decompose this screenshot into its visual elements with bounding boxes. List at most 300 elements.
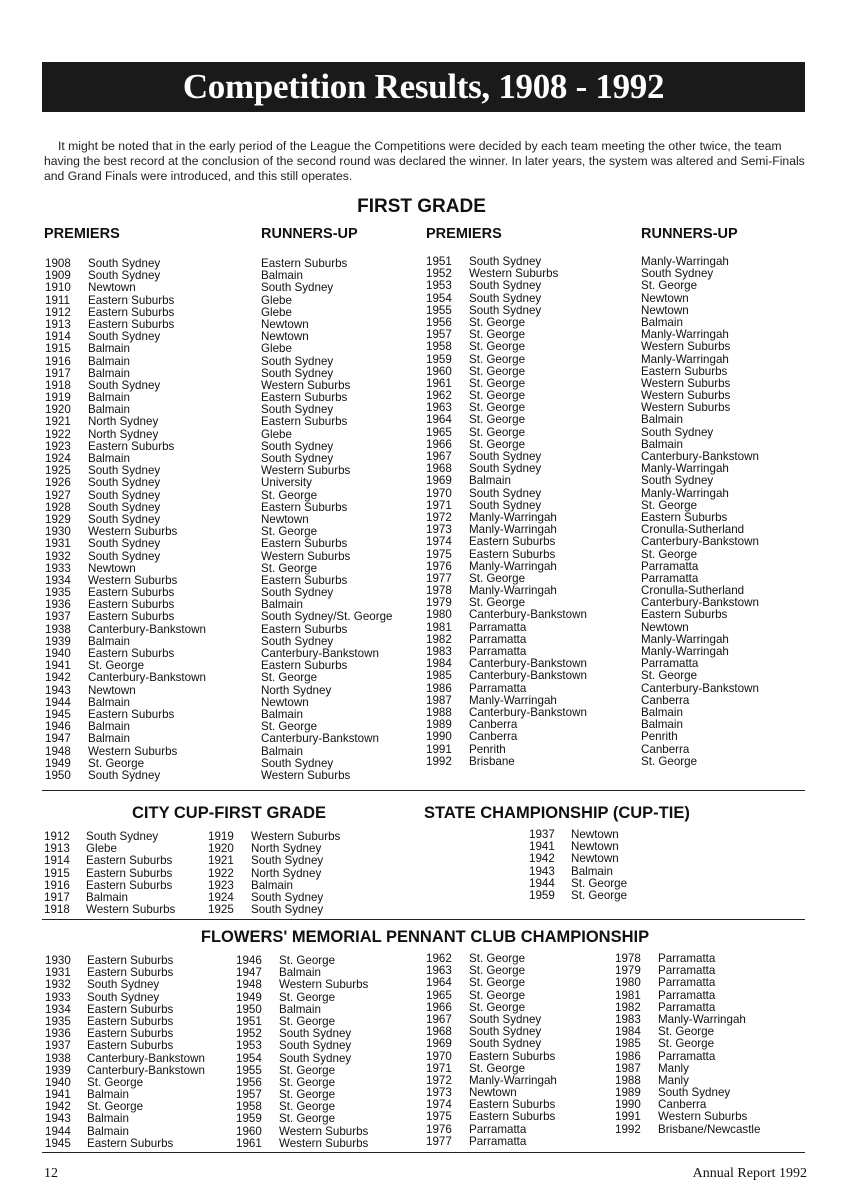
year: 1970	[426, 1049, 452, 1063]
result-row	[236, 992, 416, 1004]
team-name: St. George	[469, 976, 526, 990]
team-name: Balmain	[88, 354, 130, 368]
team-name: Eastern Suburbs	[261, 500, 348, 514]
team-name: St. George	[87, 1100, 144, 1114]
year: 1924	[208, 890, 234, 904]
team-name: Eastern Suburbs	[261, 622, 348, 636]
team-name: St. George	[641, 547, 698, 561]
city-cup-title: CITY CUP-FIRST GRADE	[132, 804, 327, 822]
team-name: Eastern Suburbs	[87, 1027, 174, 1041]
year: 1918	[45, 378, 71, 392]
year: 1965	[426, 988, 452, 1002]
year: 1959	[426, 352, 452, 366]
team-name: Eastern Suburbs	[88, 707, 175, 721]
city-cup-1919-1925	[208, 831, 368, 916]
team-name: Parramatta	[658, 1049, 716, 1063]
year: 1959	[529, 888, 555, 902]
team-name: Canterbury-Bankstown	[641, 596, 759, 610]
team-name: Manly-Warringah	[469, 523, 557, 537]
year: 1973	[426, 523, 452, 537]
year: 1963	[426, 401, 452, 415]
year: 1969	[426, 474, 452, 488]
result-row	[426, 756, 636, 768]
result-row	[426, 585, 636, 597]
year: 1976	[426, 559, 452, 573]
year: 1977	[426, 1134, 452, 1148]
year: 1908	[45, 257, 71, 270]
team-name: Western Suburbs	[261, 464, 351, 478]
team-name: Balmain	[88, 695, 130, 709]
team-name: St. George	[658, 1025, 715, 1039]
result-row	[426, 280, 636, 292]
team-name: St. George	[261, 720, 318, 734]
state-championship-list	[529, 829, 689, 902]
year: 1941	[45, 659, 71, 673]
team-name: South Sydney	[88, 257, 161, 270]
result-row	[45, 1077, 225, 1089]
result-row	[615, 977, 805, 989]
year: 1989	[426, 718, 452, 732]
year: 1917	[44, 890, 70, 904]
team-name: Western Suburbs	[469, 267, 559, 281]
year: 1953	[236, 1039, 262, 1053]
team-name: Eastern Suburbs	[261, 573, 348, 587]
team-name: St. George	[658, 1037, 715, 1051]
year: 1958	[426, 340, 452, 354]
year: 1944	[45, 1124, 71, 1138]
team-name: Parramatta	[641, 559, 699, 573]
year: 1912	[44, 830, 70, 843]
year: 1956	[236, 1075, 262, 1089]
team-name: South Sydney	[279, 1039, 352, 1053]
team-name: South Sydney	[261, 403, 334, 417]
team-name: Parramatta	[469, 632, 527, 646]
result-row	[45, 538, 245, 550]
team-name: Manly-Warringah	[641, 352, 729, 366]
team-name: Balmain	[88, 403, 130, 417]
year: 1957	[236, 1088, 262, 1102]
year: 1951	[426, 255, 452, 268]
year: 1942	[529, 852, 555, 866]
year: 1937	[529, 828, 555, 841]
team-name: South Sydney	[279, 1051, 352, 1065]
year: 1930	[45, 954, 71, 967]
year: 1938	[45, 622, 71, 636]
team-name: Parramatta	[469, 645, 527, 658]
result-row	[529, 853, 689, 865]
team-name: Balmain	[261, 269, 303, 283]
result-row	[45, 343, 245, 355]
year: 1968	[426, 462, 452, 476]
year: 1914	[44, 854, 70, 868]
team-name: Balmain	[571, 864, 613, 878]
result-row	[426, 609, 636, 621]
team-name: South Sydney	[88, 330, 161, 344]
year: 1920	[45, 403, 71, 417]
year: 1987	[426, 693, 452, 707]
year: 1950	[45, 768, 71, 782]
year: 1938	[45, 1051, 71, 1065]
team-name: Newtown	[641, 291, 689, 305]
year: 1910	[45, 281, 71, 295]
team-name: Western Suburbs	[641, 389, 731, 403]
year: 1991	[426, 742, 452, 756]
result-row	[45, 490, 245, 502]
team-name: Eastern Suburbs	[641, 510, 728, 524]
result-row	[45, 992, 225, 1004]
team-name: St. George	[641, 669, 698, 683]
result-row	[236, 1040, 416, 1052]
result-row	[426, 731, 636, 743]
team-name: North Sydney	[251, 842, 322, 856]
year: 1934	[45, 573, 71, 587]
team-name: Penrith	[469, 742, 506, 756]
result-row	[45, 611, 245, 623]
team-name: Canterbury-Bankstown	[469, 705, 587, 719]
year: 1913	[44, 842, 70, 856]
team-name: Newtown	[261, 330, 309, 344]
year: 1921	[45, 415, 71, 429]
team-name: St. George	[469, 964, 526, 978]
team-name: South Sydney	[88, 512, 161, 526]
result-row	[426, 390, 636, 402]
team-name: Western Suburbs	[658, 1110, 748, 1124]
team-name: Balmain	[279, 1002, 321, 1016]
team-name: St. George	[469, 596, 526, 610]
team-name: Eastern Suburbs	[469, 1110, 556, 1124]
team-name: Newtown	[261, 317, 309, 331]
year: 1936	[45, 598, 71, 612]
team-name: Newtown	[571, 840, 619, 854]
team-name: Parramatta	[641, 657, 699, 671]
team-name: Balmain	[88, 366, 130, 380]
team-name: Eastern Suburbs	[88, 317, 175, 331]
team-name: Western Suburbs	[251, 830, 341, 843]
result-row	[236, 1138, 416, 1150]
state-championship-title: STATE CHAMPIONSHIP (CUP-TIE)	[424, 804, 690, 822]
year: 1945	[45, 707, 71, 721]
year: 1920	[208, 842, 234, 856]
team-name: St. George	[641, 279, 698, 293]
team-name: Eastern Suburbs	[469, 547, 556, 561]
result-row	[426, 1051, 606, 1063]
year: 1972	[426, 510, 452, 524]
year: 1923	[45, 439, 71, 453]
team-name: Western Suburbs	[641, 340, 731, 354]
flowers-pennant-title: FLOWERS' MEMORIAL PENNANT CLUB CHAMPIONSHIP	[200, 928, 650, 946]
result-row	[236, 1113, 416, 1125]
publication-name: Annual Report 1992	[692, 1166, 807, 1181]
year: 1972	[426, 1073, 452, 1087]
team-name: Parramatta	[658, 952, 716, 965]
team-name: Eastern Suburbs	[641, 608, 728, 622]
team-name: Manly-Warringah	[641, 645, 729, 658]
result-row	[426, 488, 636, 500]
team-name: Canterbury-Bankstown	[88, 671, 206, 685]
result-row	[426, 990, 606, 1002]
team-name: Western Suburbs	[279, 1124, 369, 1138]
team-name: Parramatta	[469, 1122, 527, 1136]
team-name: Balmain	[261, 744, 303, 758]
team-name: St. George	[469, 401, 526, 415]
year: 1970	[426, 486, 452, 500]
year: 1982	[426, 632, 452, 646]
team-name: Eastern Suburbs	[86, 866, 173, 880]
team-name: Eastern Suburbs	[469, 535, 556, 549]
year: 1963	[426, 964, 452, 978]
result-row	[45, 746, 245, 758]
team-name: Western Suburbs	[261, 378, 351, 392]
result-row	[208, 904, 368, 916]
year: 1943	[45, 683, 71, 697]
team-name: Manly-Warringah	[469, 693, 557, 707]
team-name: Western Suburbs	[261, 768, 351, 782]
first-grade-runners-up-1951-1992	[641, 256, 801, 768]
year: 1962	[426, 952, 452, 965]
team-name: Glebe	[261, 305, 292, 319]
year: 1961	[236, 1136, 262, 1150]
year: 1952	[236, 1027, 262, 1041]
team-name: Eastern Suburbs	[469, 1098, 556, 1112]
team-name: Canterbury-Bankstown	[87, 1051, 205, 1065]
year: 1950	[236, 1002, 262, 1016]
first-grade-premiers-1951-1992	[426, 256, 636, 768]
premiers-heading-1: PREMIERS	[44, 226, 120, 242]
year: 1988	[615, 1073, 641, 1087]
team-name: Eastern Suburbs	[88, 305, 175, 319]
result-row	[426, 378, 636, 390]
team-name: South Sydney	[469, 486, 542, 500]
team-name: Parramatta	[641, 571, 699, 585]
team-name: Eastern Suburbs	[86, 878, 173, 892]
team-name: Western Suburbs	[88, 573, 178, 587]
year: 1980	[426, 608, 452, 622]
result-row	[45, 721, 245, 733]
team-name: St. George	[261, 561, 318, 575]
year: 1949	[236, 990, 262, 1004]
year: 1975	[426, 547, 452, 561]
team-name: St. George	[279, 1063, 336, 1077]
team-name: South Sydney	[88, 537, 161, 551]
team-name: South Sydney	[641, 474, 714, 488]
team-name: South Sydney	[251, 890, 324, 904]
result-row	[426, 414, 636, 426]
result-row	[236, 1053, 416, 1065]
year: 1918	[44, 903, 70, 917]
team-name: Parramatta	[469, 1134, 527, 1148]
year: 1931	[45, 966, 71, 980]
year: 1946	[236, 954, 262, 967]
team-name: Eastern Suburbs	[641, 364, 728, 378]
team-name: South Sydney	[88, 476, 161, 490]
team-name: St. George	[469, 1000, 526, 1014]
divider	[42, 1152, 805, 1153]
result-row	[426, 744, 636, 756]
team-name: St. George	[261, 525, 318, 539]
team-name: Parramatta	[658, 988, 716, 1002]
team-name: Newtown	[261, 695, 309, 709]
team-name: Western Suburbs	[88, 525, 178, 539]
year: 1944	[529, 876, 555, 890]
year: 1974	[426, 1098, 452, 1112]
team-name: Eastern Suburbs	[261, 415, 348, 429]
year: 1985	[426, 669, 452, 683]
team-name: Cronulla-Sutherland	[641, 523, 745, 537]
team-name: South Sydney	[261, 452, 334, 465]
year: 1990	[426, 730, 452, 744]
team-name: Eastern Suburbs	[87, 1039, 174, 1053]
team-name: Eastern Suburbs	[88, 647, 175, 660]
year: 1967	[426, 1012, 452, 1026]
year: 1912	[45, 305, 71, 319]
year: 1916	[44, 878, 70, 892]
result-row	[45, 441, 245, 453]
year: 1977	[426, 571, 452, 585]
year: 1968	[426, 1025, 452, 1039]
team-name: St. George	[469, 571, 526, 585]
team-name: Manly-Warringah	[641, 255, 729, 268]
team-name: St. George	[261, 671, 318, 685]
result-row	[45, 770, 245, 782]
team-name: South Sydney	[251, 854, 324, 868]
team-name: Balmain	[88, 391, 130, 405]
year: 1947	[236, 966, 262, 980]
divider	[42, 790, 805, 791]
team-name: South Sydney	[469, 255, 542, 268]
result-row	[615, 1087, 805, 1099]
team-name: South Sydney	[88, 464, 161, 478]
year: 1914	[45, 330, 71, 344]
result-row	[45, 733, 245, 745]
result-row	[426, 634, 636, 646]
team-name: Canterbury-Bankstown	[641, 450, 759, 463]
team-name: Balmain	[88, 732, 130, 746]
team-name: Cronulla-Sutherland	[641, 584, 745, 598]
year: 1915	[44, 866, 70, 880]
team-name: Manly-Warringah	[658, 1012, 746, 1026]
year: 1978	[615, 952, 641, 965]
team-name: Manly-Warringah	[641, 632, 729, 646]
team-name: Penrith	[641, 730, 678, 744]
year: 1939	[45, 634, 71, 648]
result-row	[426, 366, 636, 378]
team-name: Balmain	[641, 413, 683, 427]
year: 1951	[236, 1014, 262, 1028]
result-row	[45, 1126, 225, 1138]
year: 1981	[615, 988, 641, 1002]
year: 1943	[45, 1112, 71, 1126]
team-name: Eastern Suburbs	[261, 391, 348, 405]
team-name: St. George	[469, 364, 526, 378]
team-name: St. George	[279, 1075, 336, 1089]
team-name: Eastern Suburbs	[88, 439, 175, 453]
year: 1971	[426, 498, 452, 512]
result-row	[426, 719, 636, 731]
year: 1919	[45, 391, 71, 405]
year: 1957	[426, 328, 452, 342]
team-name: South Sydney	[88, 269, 161, 283]
year: 1934	[45, 1002, 71, 1016]
team-name: Canterbury-Bankstown	[469, 608, 587, 622]
team-name: St. George	[641, 498, 698, 512]
team-name: Western Suburbs	[279, 978, 369, 992]
team-name: Balmain	[251, 878, 293, 892]
team-name: South Sydney	[658, 1086, 731, 1100]
year: 1913	[45, 317, 71, 331]
year: 1946	[45, 720, 71, 734]
team-name: St. George	[279, 1014, 336, 1028]
result-row	[426, 1124, 606, 1136]
team-name: South Sydney	[261, 354, 334, 368]
result-row	[236, 1126, 416, 1138]
result-row	[45, 1138, 225, 1150]
team-name: Canberra	[469, 718, 518, 732]
result-row	[45, 295, 245, 307]
result-row	[615, 1111, 805, 1123]
team-name: St. George	[469, 437, 526, 451]
team-name: St. George	[571, 876, 628, 890]
year: 1915	[45, 342, 71, 356]
team-name: South Sydney	[88, 378, 161, 392]
year: 1966	[426, 1000, 452, 1014]
year: 1922	[208, 866, 234, 880]
team-name: Newtown	[571, 828, 619, 841]
team-name: St. George	[469, 315, 526, 329]
result-row	[45, 282, 245, 294]
team-name: St. George	[469, 340, 526, 354]
team-name: Brisbane/Newcastle	[658, 1122, 761, 1136]
result-row	[45, 380, 245, 392]
result-row	[45, 1053, 225, 1065]
intro-text: It might be noted that in the early period of the League the Competitions were decided by each team meeting the other twice, the team having the best record at the conclusion of the second round was declared the winner. In later years, the system was altered and Semi-Finals and Grand Finals were introduced, and this still operates.	[44, 139, 805, 184]
team-name: South Sydney	[469, 303, 542, 317]
result-row	[45, 270, 245, 282]
team-name: Manly-Warringah	[641, 462, 729, 476]
result-row	[426, 402, 636, 414]
team-name: Balmain	[86, 890, 128, 904]
team-name: St. George	[469, 352, 526, 366]
year: 1975	[426, 1110, 452, 1124]
year: 1974	[426, 535, 452, 549]
team-name: Eastern Suburbs	[87, 1014, 174, 1028]
result-row	[44, 855, 204, 867]
year: 1917	[45, 366, 71, 380]
year: 1958	[236, 1100, 262, 1114]
year: 1985	[615, 1037, 641, 1051]
team-name: South Sydney	[86, 830, 159, 843]
team-name: South Sydney	[87, 990, 160, 1004]
team-name: Balmain	[88, 452, 130, 465]
team-name: Newtown	[571, 852, 619, 866]
year: 1976	[426, 1122, 452, 1136]
result-row	[208, 855, 368, 867]
team-name: Western Suburbs	[279, 1136, 369, 1150]
year: 1929	[45, 512, 71, 526]
year: 1933	[45, 990, 71, 1004]
result-row	[45, 1101, 225, 1113]
team-name: St. George	[261, 488, 318, 502]
result-row	[529, 866, 689, 878]
year: 1932	[45, 549, 71, 563]
result-row	[45, 672, 245, 684]
result-row	[426, 536, 636, 548]
team-name: South Sydney	[88, 488, 161, 502]
team-name: Eastern Suburbs	[88, 586, 175, 600]
year: 1973	[426, 1086, 452, 1100]
team-name: South Sydney	[87, 978, 160, 992]
team-name: Canberra	[641, 742, 690, 756]
year: 1955	[426, 303, 452, 317]
